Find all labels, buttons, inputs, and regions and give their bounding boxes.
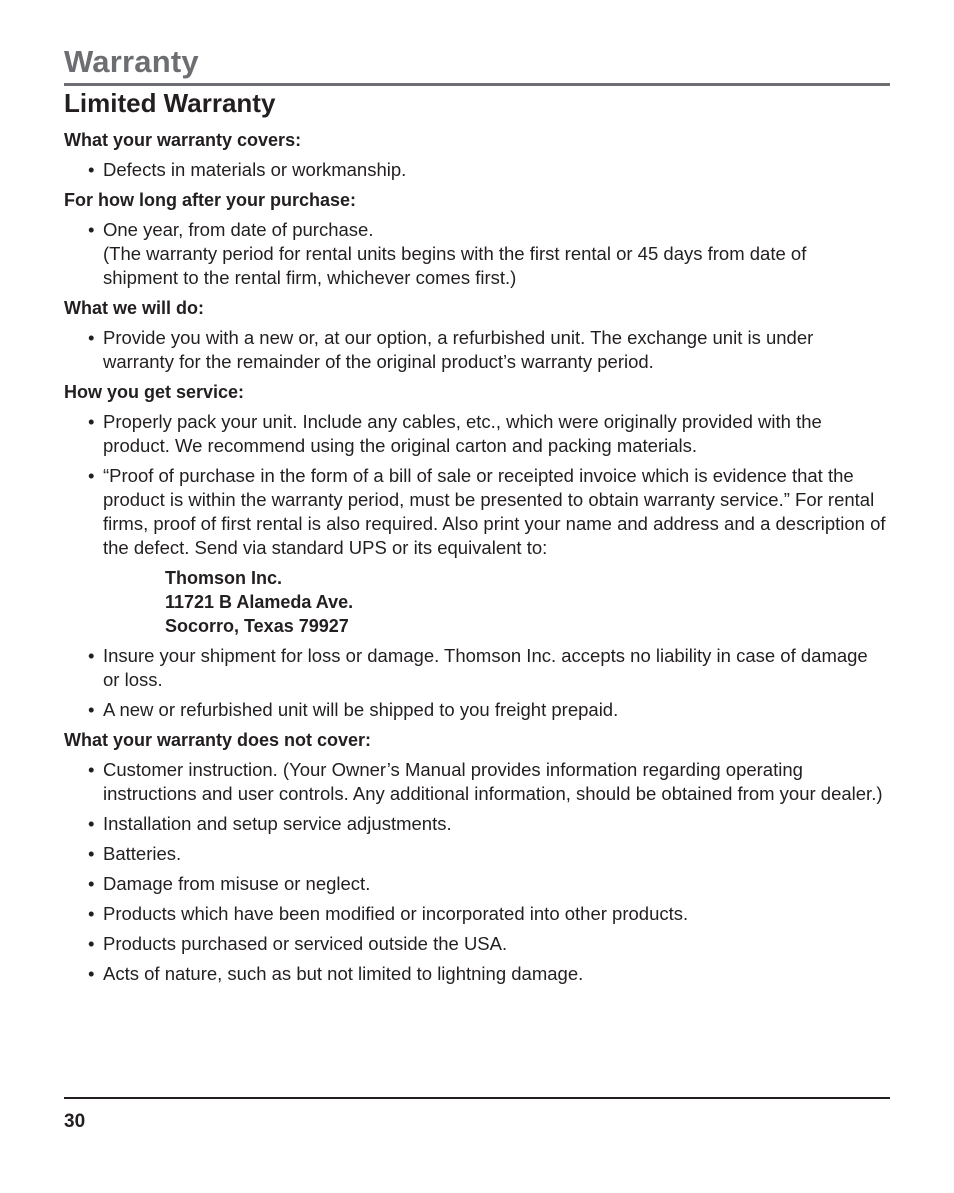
list-item: • One year, from date of purchase. (The warranty period for rental units begins with the first rental or 45 days from date of shipment to the rental firm, whichever comes first.) <box>64 218 886 290</box>
mailing-address <box>165 566 886 638</box>
list-item: • Provide you with a new or, at our option, a refurbished unit. The exchange unit is under warranty for the remainder of the original product’s warranty period. <box>88 327 814 372</box>
list-item: • Defects in materials or workmanship. <box>88 159 407 180</box>
service-heading: How you get service: <box>64 382 245 402</box>
rental-note: (The warranty period for rental units begins with the first rental or 45 days from date of shipment to the rental firm, whichever comes first.) <box>103 243 807 288</box>
bullet-icon: • <box>88 327 95 348</box>
address-line: Socorro, Texas 79927 <box>165 616 349 636</box>
duration-list <box>64 218 886 290</box>
list-item: • Insure your shipment for loss or damage. Thomson Inc. accepts no liability in case of damage or loss. <box>88 645 868 690</box>
service-list <box>64 410 886 560</box>
list-item: • Products purchased or serviced outside the USA. <box>88 933 508 954</box>
bullet-icon: • <box>88 465 95 486</box>
covers-list <box>64 158 886 182</box>
not-cover-list <box>64 758 886 986</box>
page-heading: Limited Warranty <box>64 88 276 118</box>
list-item: • “Proof of purchase in the form of a bill of sale or receipted invoice which is evidence that the product is within the warranty period, must be presented to obtain warranty service.” For rental firms, proof of first rental is also required. Also print your name and address and a description of the defect. Send via standard UPS or its equivalent to: <box>88 465 886 558</box>
page-number: 30 <box>64 1111 86 1132</box>
list-item: • Acts of nature, such as but not limited to lightning damage. <box>88 963 584 984</box>
address-line: Thomson Inc. <box>165 568 282 588</box>
service-list-continued <box>64 644 886 722</box>
list-item: • Products which have been modified or incorporated into other products. <box>88 903 689 924</box>
bullet-icon: • <box>88 159 95 180</box>
we-do-heading: What we will do: <box>64 298 204 318</box>
list-item: • Batteries. <box>88 843 182 864</box>
duration-heading: For how long after your purchase: <box>64 190 357 210</box>
list-item: • Customer instruction. (Your Owner’s Manual provides information regarding operating instructions and user controls. Any additional information, should be obtained from your dealer.) <box>88 759 883 804</box>
address-line: 11721 B Alameda Ave. <box>165 592 354 612</box>
bullet-icon: • <box>88 813 95 834</box>
bullet-icon: • <box>88 645 95 666</box>
warranty-content <box>64 128 886 992</box>
list-item: • Properly pack your unit. Include any cables, etc., which were originally provided with the product. We recommend using the original carton and packing materials. <box>88 411 822 456</box>
bullet-icon: • <box>88 759 95 780</box>
list-item: • Installation and setup service adjustments. <box>88 813 452 834</box>
bullet-icon: • <box>88 699 95 720</box>
section-title: Warranty <box>64 44 199 79</box>
bullet-icon: • <box>88 933 95 954</box>
bullet-icon: • <box>88 903 95 924</box>
not-cover-heading: What your warranty does not cover: <box>64 730 372 750</box>
list-item: • A new or refurbished unit will be shipped to you freight prepaid. <box>88 699 619 720</box>
bullet-icon: • <box>88 219 95 240</box>
bullet-icon: • <box>88 873 95 894</box>
covers-heading: What your warranty covers: <box>64 130 302 150</box>
title-divider <box>64 83 890 86</box>
we-do-list <box>64 326 886 374</box>
bullet-icon: • <box>88 843 95 864</box>
list-item: • Damage from misuse or neglect. <box>88 873 371 894</box>
bullet-icon: • <box>88 963 95 984</box>
footer-divider <box>64 1097 890 1099</box>
bullet-icon: • <box>88 411 95 432</box>
